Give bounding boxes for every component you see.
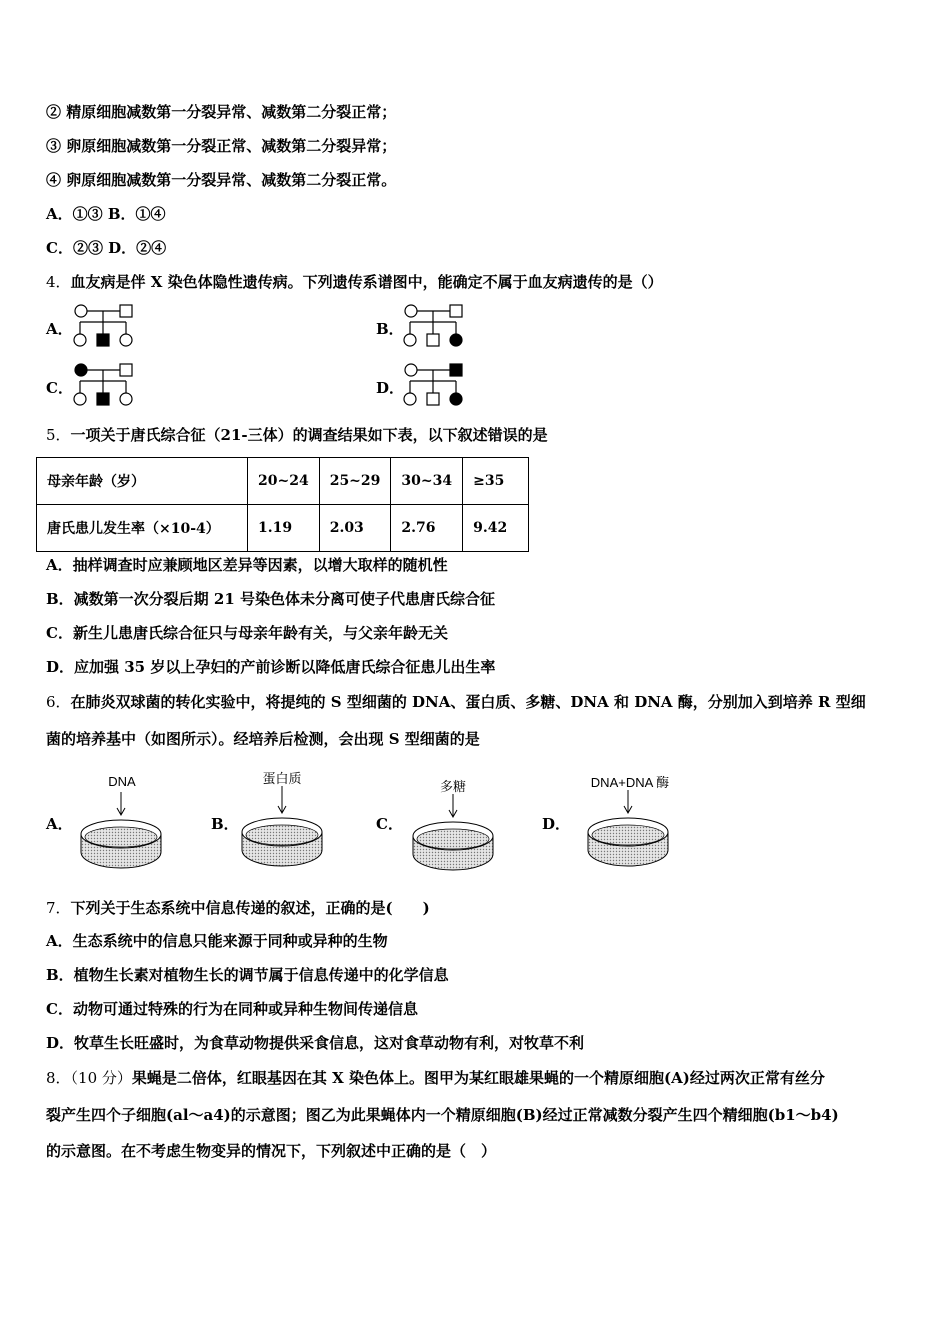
pedigree-d[interactable] bbox=[402, 361, 468, 407]
q4-option-b-label[interactable]: B． bbox=[376, 320, 404, 338]
table-cell: 25~29 bbox=[319, 458, 391, 505]
table-cell: 2.03 bbox=[319, 505, 391, 552]
q7-stem bbox=[46, 898, 430, 918]
q6-stem-line1 bbox=[46, 692, 866, 712]
table-header-row bbox=[37, 458, 529, 505]
q7-option-d[interactable]: D．牧草生长旺盛时，为食草动物提供采食信息，这对食草动物有利，对牧草不利 bbox=[46, 1034, 585, 1052]
table-cell: 2.76 bbox=[391, 505, 463, 552]
dish-d-label: DNA+DNA 酶 bbox=[590, 775, 670, 790]
pedigree-b[interactable] bbox=[402, 302, 468, 348]
dish-a-label: DNA bbox=[108, 774, 136, 789]
dish-c-label: 多糖 bbox=[439, 779, 466, 794]
q8-stem-line3: 的示意图。在不考虑生物变异的情况下，下列叙述中正确的是（ ） bbox=[46, 1142, 497, 1160]
q8-stem-line2: 裂产生四个子细胞(al～a4)的示意图；图乙为此果蝇体内一个精原细胞(B)经过正常减数分裂产生四个精细胞(b1～b4) bbox=[46, 1106, 839, 1124]
q6-option-b-label[interactable]: B． bbox=[211, 815, 239, 833]
q6-option-c-label[interactable]: C． bbox=[376, 815, 403, 833]
q4-option-a-label[interactable]: A． bbox=[46, 320, 73, 338]
q6-option-a-label[interactable]: A． bbox=[46, 815, 73, 833]
q6-number: 6． bbox=[46, 693, 71, 711]
q7-number: 7． bbox=[46, 899, 71, 917]
table-cell: 唐氏患儿发生率（×10-4） bbox=[37, 505, 248, 552]
statement-2: ② 精原细胞减数第一分裂异常、减数第二分裂正常； bbox=[46, 103, 397, 121]
q5-number: 5． bbox=[46, 426, 71, 444]
q5-option-b[interactable]: B．减数第一次分裂后期 21 号染色体未分离可使子代患唐氏综合征 bbox=[46, 590, 495, 608]
q8-stem-line1 bbox=[46, 1068, 825, 1088]
q7-option-a[interactable]: A．生态系统中的信息只能来源于同种或异种的生物 bbox=[46, 932, 388, 950]
q7-option-c[interactable]: C．动物可通过特殊的行为在同种或异种生物间传递信息 bbox=[46, 1000, 418, 1018]
down-syndrome-table bbox=[36, 457, 529, 552]
q4-text: 血友病是伴 X 染色体隐性遗传病。下列遗传系谱图中，能确定不属于血友病遗传的是（） bbox=[70, 273, 663, 291]
q5-option-c[interactable]: C．新生儿患唐氏综合征只与母亲年龄有关，与父亲年龄无关 bbox=[46, 624, 448, 642]
table-cell: 20~24 bbox=[248, 458, 320, 505]
statement-3: ③ 卵原细胞减数第一分裂正常、减数第二分裂异常； bbox=[46, 137, 397, 155]
q5-stem bbox=[46, 425, 548, 445]
q5-text: 一项关于唐氏综合征（21-三体）的调查结果如下表，以下叙述错误的是 bbox=[70, 426, 548, 444]
table-row bbox=[37, 505, 529, 552]
q5-option-d[interactable]: D．应加强 35 岁以上孕妇的产前诊断以降低唐氏综合征患儿出生率 bbox=[46, 658, 496, 676]
petri-dish-a[interactable] bbox=[78, 792, 164, 878]
petri-dish-b[interactable] bbox=[239, 786, 325, 876]
q4-option-d-label[interactable]: D． bbox=[376, 379, 405, 397]
q4-option-c-label[interactable]: C． bbox=[46, 379, 73, 397]
statement-4: ④ 卵原细胞减数第一分裂异常、减数第二分裂正常。 bbox=[46, 171, 397, 189]
q5-option-a[interactable]: A．抽样调查时应兼顾地区差异等因素，以增大取样的随机性 bbox=[46, 556, 448, 574]
q6-text1: 在肺炎双球菌的转化实验中，将提纯的 S 型细菌的 DNA、蛋白质、多糖、DNA 和 DNA 酶，分别加入到培养 R 型细 bbox=[70, 693, 866, 711]
q4-stem bbox=[46, 272, 663, 292]
petri-dish-d[interactable] bbox=[585, 790, 671, 876]
table-cell: 9.42 bbox=[463, 505, 529, 552]
dish-b-label: 蛋白质 bbox=[262, 771, 302, 786]
q8-text1: 果蝇是二倍体，红眼基因在其 X 染色体上。图甲为某红眼雄果蝇的一个精原细胞(A)经过两次正常有丝分 bbox=[131, 1069, 825, 1087]
q4-number: 4． bbox=[46, 273, 71, 291]
table-cell: 母亲年龄（岁） bbox=[37, 458, 248, 505]
pedigree-a[interactable] bbox=[72, 302, 138, 348]
q7-option-b[interactable]: B．植物生长素对植物生长的调节属于信息传递中的化学信息 bbox=[46, 966, 449, 984]
q3-options-ab: A．①③ B．①④ bbox=[46, 205, 166, 223]
table-cell: 1.19 bbox=[248, 505, 320, 552]
q7-text: 下列关于生态系统中信息传递的叙述，正确的是( ) bbox=[70, 899, 430, 917]
q3-options-cd: C．②③ D．②④ bbox=[46, 239, 167, 257]
petri-dish-c[interactable] bbox=[410, 794, 496, 880]
q8-score: （10 分） bbox=[70, 1069, 132, 1087]
q8-number: 8． bbox=[46, 1069, 71, 1087]
q6-option-d-label[interactable]: D． bbox=[542, 815, 571, 833]
table-cell: ≥35 bbox=[463, 458, 529, 505]
table-cell: 30~34 bbox=[391, 458, 463, 505]
q6-stem-line2: 菌的培养基中（如图所示）。经培养后检测，会出现 S 型细菌的是 bbox=[46, 730, 480, 748]
pedigree-c[interactable] bbox=[72, 361, 138, 407]
